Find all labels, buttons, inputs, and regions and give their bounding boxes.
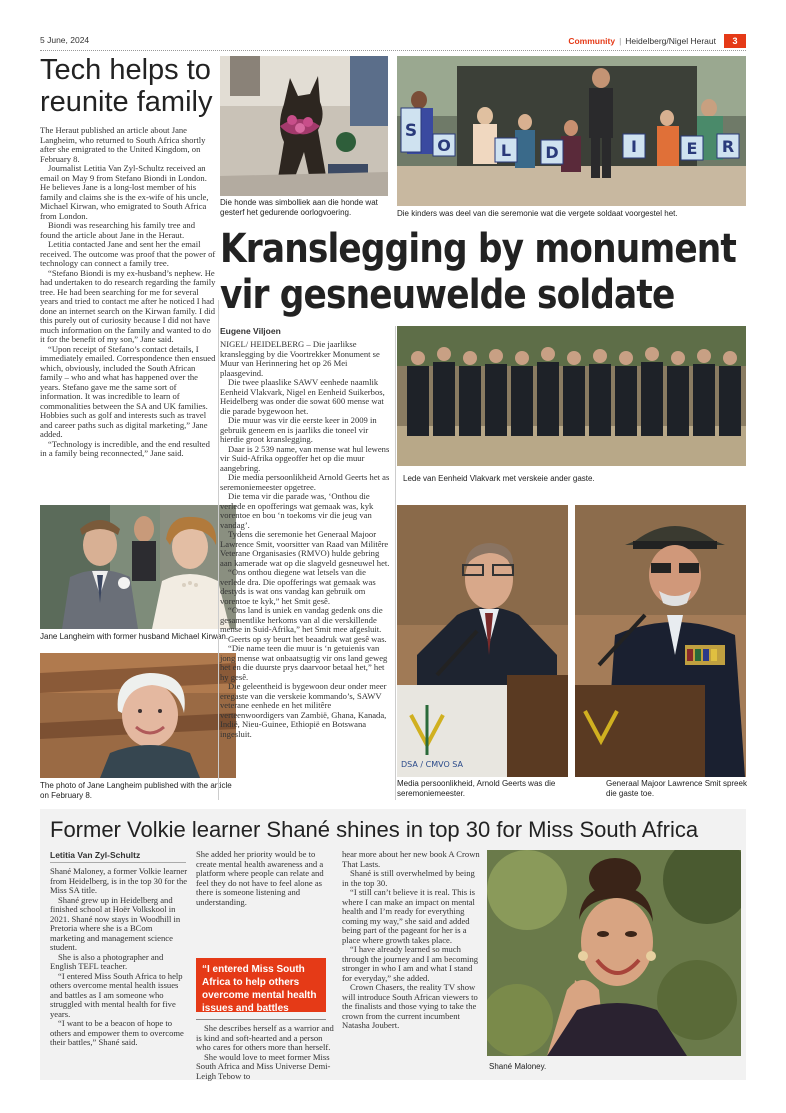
story3-paragraph: She would love to meet former Miss South Africa and Miss Universe Demi-Leigh Tebow to [196,1051,331,1081]
story1-paragraph: “Technology is incredible, and the end resulted in a family being reconnected,” Jane said. [40,438,210,458]
card-letter-i: I [631,137,637,156]
card-letter-e: E [686,139,698,158]
wedding-photo [40,505,236,629]
story3-paragraph: “I entered Miss South Africa to help others overcome mental health issues and battles as I am someone who struggled with mental health for five years. [50,970,183,1019]
group-photo-caption: Lede van Eenheid Vlakvark met verskeie ander gaste. [400,473,598,485]
story3-paragraph: She describes herself as a warrior and is kind and soft-hearted and a person who cares for others more than herself. [196,1023,334,1052]
story2-paragraph: NIGEL/ HEIDELBERG – Die jaarlikse kranslegging by die Voortrekker Monument se Muur van Herinnering het op 26 Mei plaasgevind. [220,339,380,378]
jane-portrait-photo [40,653,236,778]
page-header [40,34,746,48]
header-divider [40,50,746,51]
story3-col2-bottom [196,1024,336,1081]
card-letter-l: L [500,141,512,160]
story1-paragraph: “Stefano Biondi is my ex-husband’s nephew. He had undertaken to do research regarding the family tree. He had been searching for me for several years and tried to contact me after he noticed I had done an internet search on the Kirwan family. I did this purely out of curiosity because I did not have much information on the family and wanted to do it for the benefit of my son,” Jane said. [40,267,216,344]
story3-byline: Letitia Van Zyl-Schultz [50,850,141,860]
story3-paragraph: Shané Maloney, a former Volkie learner from Heidelberg, is in the top 30 for the Miss SA title. [50,866,188,895]
story1-paragraph: Letitia contacted Jane and sent her the email received. The outcome was proof that the power of technology can connect a family tree. [40,239,216,268]
page-number-badge: 3 [724,34,746,48]
story3-paragraph: She is also a photographer and English TEFL teacher. [50,951,164,971]
story1-body [40,126,216,459]
story3-paragraph: “I still can’t believe it is real. This is where I can make an impact on mental health and I’m ready for everything coming my way,” she said and added being part of the pageant for her is a place where growth takes place. [342,887,475,945]
story2-paragraph: Die tema vir die parade was, ‘Onthou die verlede en opofferings wat gemaak was, kyk vorentoe en bou ‘n toekoms vir die jeug van vandag’. [220,491,374,530]
veterans-group-photo [397,326,746,466]
issue-date: 5 June, 2024 [40,35,90,45]
wedding-photo-caption: Jane Langheim with former husband Michael Kirwan. [40,632,229,641]
podium-label: DSA / CMVO SA [401,760,463,769]
story3-paragraph: Shané grew up in Heidelberg and finished school at Hoër Volkskool in 2021. Shané now stays in Woodhill in Pretoria where she is a BCom marketing and management science student. [50,894,181,952]
story3-paragraph: Shané is still overwhelmed by being in the top 30. [342,868,475,888]
story3-col2-top [196,850,336,907]
story3-headline: Former Volkie learner Shané shines in top 30 for Miss South Africa [50,817,699,842]
geerts-photo-art [397,505,568,777]
shane-photo-art [487,850,741,1056]
soldier-kids-caption: Die kinders was deel van die seremonie wat die vergete soldaat voorgestel het. [397,209,678,218]
publication-name: Heidelberg/Nigel Heraut [625,36,716,46]
header-right [568,34,746,48]
story2-headline-line2: vir gesneuwelde soldate [220,272,675,318]
header-separator: | [619,36,622,46]
story2-paragraph: Die media persoonlikheid Arnold Geerts het as seremoniemeester opgetree. [220,472,390,492]
wedding-photo-art [40,505,236,629]
story2-headline [220,226,737,318]
story2-paragraph: Die muur was vir die eerste keer in 2009 in gebruik geneem en is jaarliks die toneel vir hierdie groot kranslegging. [220,415,377,444]
smit-photo-caption: Generaal Majoor Lawrence Smit spreek die gaste toe. [606,779,747,798]
geerts-photo-caption: Media persoonlikheid, Arnold Geerts was die seremoniemeester. [397,779,556,798]
shane-photo-caption: Shané Maloney. [489,1062,547,1071]
story3-paragraph: “I want to be a beacon of hope to others and empower them to overcome their battles,” Shané said. [50,1018,184,1047]
story2-body [220,340,392,739]
story1-paragraph: Biondi was researching his family tree and found the article about Jane in the Heraut. [40,220,196,240]
story3-paragraph: Crown Chasers, the reality TV show will introduce South African viewers to the finalists and those vying to take the crown from the current incumbent Natasha Joubert. [342,982,478,1030]
card-letter-d: D [545,143,559,162]
dog-photo-art [220,56,388,196]
story2-paragraph: “Ons onthou diegene wat letsels van die verlede dra. Die opofferings wat gemaak was destyds is wat ons vandag kan gebruik om vorentoe te kyk,” het Smit gesê. [220,567,376,606]
jane-portrait-art [40,653,236,778]
smit-photo-art [575,505,746,777]
column-divider [218,300,219,800]
story2-paragraph: “Die name teen die muur is ‘n getuienis van jong mense wat onbaatsugtig vir ons land geweg het en die duurste prys daarvoor betaal het,” het hy gesê. [220,643,388,682]
shane-maloney-photo [487,850,741,1056]
story2-byline: Eugene Viljoen [220,326,281,336]
story3-paragraph: “I have already learned so much through the journey and I am becoming stronger in who I am and what I stand for everyday,” she added. [342,944,479,983]
story2-paragraph: Die geleentheid is bygewoon deur onder meer eregaste van die verskeie kommando’s, SAWV veterane eenhede en het militêre verteenwoordigers van Zambië, Ghana, Kanada, Indië, Nieu-Guinee, Ethiopië en Botswana ingesluit. [220,681,387,739]
story3-col3 [342,850,480,1031]
portrait-photo-caption: The photo of Jane Langheim published with the article on February 8. [40,781,232,800]
smit-photo [575,505,746,777]
card-letter-o: O [437,136,451,155]
story1-paragraph: He believes Jane is a long-lost member of his family and claims she is the ex-wife of his uncle, Michael Kirwan, who emigrated to South Africa from London. [40,182,209,221]
story3-col1 [50,867,188,1048]
story1-paragraph: “Upon receipt of Stefano’s contact details, I immediately emailed. Correspondence then ensued which, obviously, included the South African family – who and what has happened over the years. Stefano gave me the same sort of information. It was incredible to learn of commonalities between the SA and UK families. Hobbies such as golf and interests such as travel and career paths such as digital marketing,” Jane added. [40,343,216,439]
story1-headline: Tech helps to reunite family [40,54,213,118]
soldier-kids-art [397,56,746,206]
dog-photo [220,56,388,196]
card-letter-r: R [721,137,735,156]
story2-paragraph: Die twee plaaslike SAWV eenhede naamlik Eenheid Vlakvark, Nigel en Eenheid Suikerbos, Heidelberg was onder die sowat 600 mense wat die parade bygewoon het. [220,377,385,416]
dog-photo-caption: Die honde was simbolliek aan die honde wat gesterf het gedurende oorlogvoering. [220,198,378,217]
story1-paragraph: Journalist Letitia Van Zyl-Schultz received an email on May 9 from Stefano Biondi in London. [40,163,207,183]
column-divider [395,326,396,800]
byline-rule [50,862,186,863]
geerts-photo [397,505,568,777]
pull-quote-rule [196,1019,326,1020]
veterans-group-art [397,326,746,466]
pull-quote: “I entered Miss South Africa to help others overcome mental health issues and battles [196,958,326,1012]
story2-paragraph: Geerts op sy beurt het beaadruk wat gesê was. [228,633,387,644]
story1-paragraph: The Heraut published an article about Jane Langheim, who returned to South Africa shortly after she emigrated to the United Kingdom, on February 8. [40,125,206,164]
story3-paragraph: hear more about her new book A Crown That Lasts. [342,849,480,869]
card-letter-s: S [404,121,418,141]
story2-headline-line1: Kranslegging by monument [220,226,737,272]
story2-paragraph: Tydens die seremonie het Generaal Majoor Lawrence Smit, voorsitter van Raad van Militêre Veterane Organisasies (RMVO) hulde gebring aan kamerade wat op die slagveld gesneuwel het. [220,529,390,568]
section-name[interactable]: Community [568,36,616,46]
story3-paragraph: She added her priority would be to create mental health awareness and a platform where people can relate and feel they do not have to feel alone as there is someone listening and understanding. [196,849,324,907]
story2-paragraph: Daar is 2 539 name, van mense wat hul lewens vir Suid-Afrika opgeoffer het op die muur aangebring. [220,443,390,473]
story2-paragraph: “Ons land is uniek en vandag gedenk ons die gesamentlike herkoms van al die verskillende mense in Suid-Afrika,” het Smit mee afgesluit. [220,605,383,634]
soldier-kids-photo [397,56,746,206]
